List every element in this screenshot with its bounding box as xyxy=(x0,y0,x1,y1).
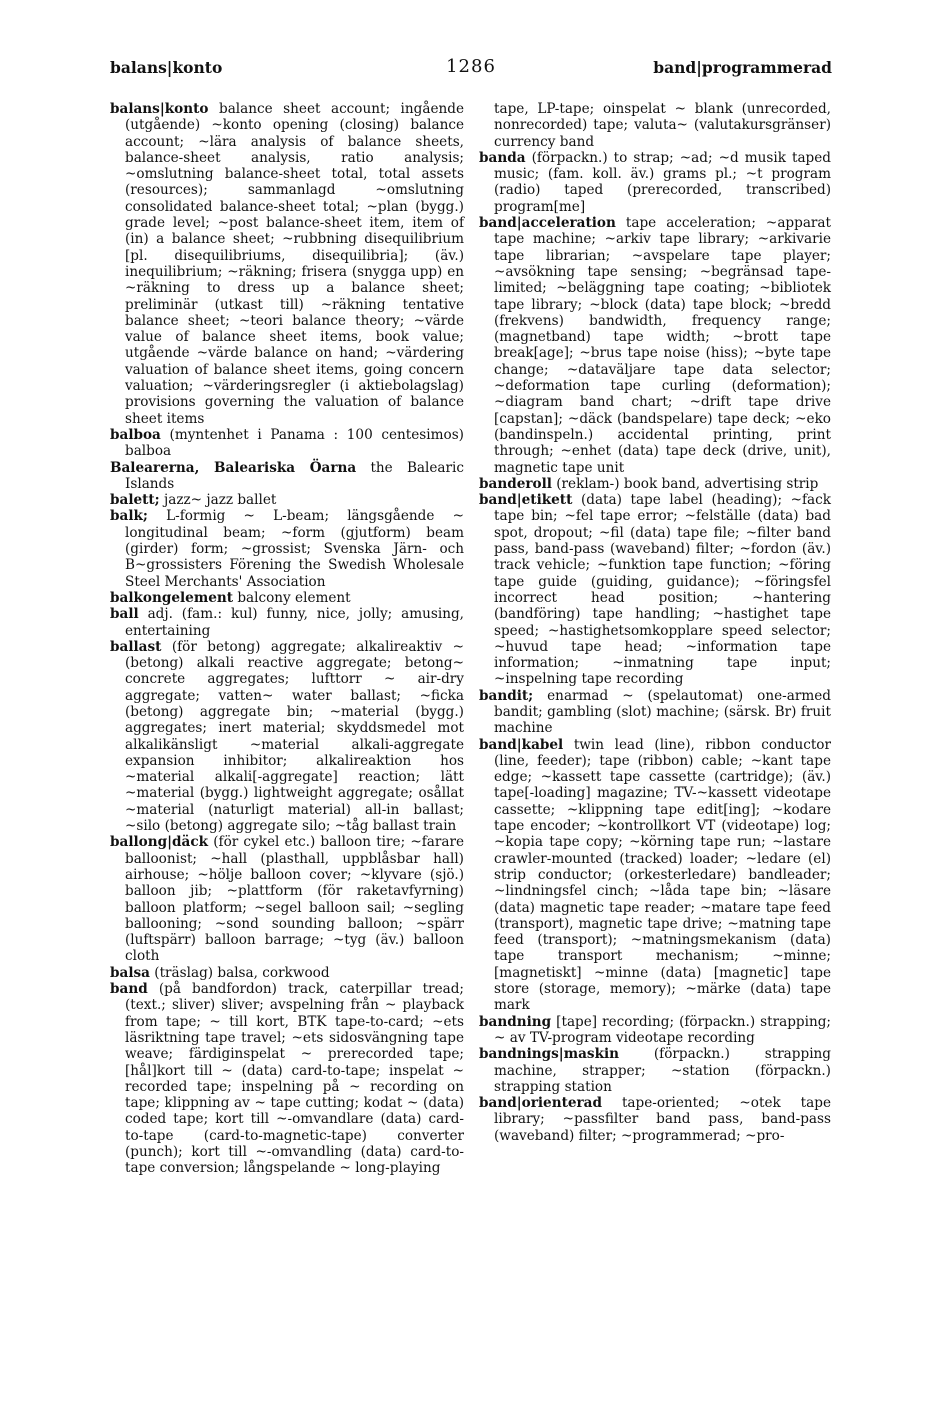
dictionary-entry xyxy=(479,492,831,688)
entry-text: (reklam-) book band, advertising strip xyxy=(556,475,819,492)
entry-text: balcony element xyxy=(237,589,351,606)
entry-text: the Balearic Islands xyxy=(125,459,464,492)
entry-headword: ballong|däck xyxy=(110,834,209,851)
entry-headword: balkongelement xyxy=(110,589,234,606)
guide-word-right: band|programmerad xyxy=(653,58,832,77)
entry-headword: balett; xyxy=(110,492,160,509)
dictionary-entry xyxy=(110,101,464,427)
dictionary-entry xyxy=(110,834,464,964)
entry-headword: banda xyxy=(479,149,526,166)
dictionary-entry xyxy=(479,1046,831,1095)
entry-text: (för betong) aggregate; alkalireaktiv ~ (betong) alkali reactive aggregate; betong~ concrete aggregates; lufttorr ~ air-dry aggregate; vatten~ water ballast; ~ficka (betong) aggregate bin; ~material (bygg.) aggregates; inert material; skyddsmedel mot alkalikänsligt ~material alkali-aggregate expansion inhibitor; alkalireaktion hos ~material alkali[-aggregate] reaction; lätt ~material (bygg.) lightweight aggregate; osållat ~material (naturligt material) all-in ballast; ~silo (betong) aggregate silo; ~tåg ballast train xyxy=(125,638,464,835)
entry-text: enarmad ~ (spelautomat) one-armed bandit; gambling (slot) machine; (särsk. Br) fruit machine xyxy=(494,687,831,737)
entry-text: balance sheet account; ingående (utgående) ~konto opening (closing) balance account; ~lära analysis of balance sheets, balance-sheet analysis, ratio analysis; ~omslutning balance-sheet total, total assets (resources); sammanlagd ~omslutning consolidated balance-sheet total; ~plan (bygg.) grade level; ~post balance-sheet item, item of (in) a balance sheet; ~rubbning disequilibrium [pl. disequilibriums, disequilibria]; (äv.) inequilibrium; ~räkning; frisera (snygga upp) en ~räkning to dress up a balance sheet; preliminär (utkast till) ~räkning tentative balance sheet; ~teori balance theory; ~värde value of balance sheet items, book value; utgående ~värde balance on hand; ~värdering valuation of balance sheet items, going concern valuation; ~värderingsregler (i aktiebolagslag) provisions governing the valuation of balance sheet items xyxy=(125,101,464,427)
entry-headword: banderoll xyxy=(479,475,552,492)
entry-text: tape acceleration; ~apparat tape machine; ~arkiv tape library; ~arkivarie tape librarian; ~avspelare tape player; ~avsökning tape sensing; ~begränsad tape-limited; ~beläggning tape coating; ~bibliotek tape library; ~block (data) tape block; ~bredd (frekvens) bandwidth, frequency range; (magnetband) tape width; ~brott tape break[age]; ~brus tape noise (hiss); ~byte tape change; ~dataväljare tape data selector; ~deformation tape curling (deformation); ~diagram band chart; ~drift tape drive [capstan]; ~däck (bandspelare) tape deck; ~eko (bandinspeln.) accidental printing, print through; ~enhet (data) tape deck (drive, unit), magnetic tape unit xyxy=(494,215,831,476)
entry-text: L-formig ~ L-beam; längsgående ~ longitudinal beam; ~form (gjutform) beam (girder) form; ~grossist; Svenska Järn- och B~grossisters Förening the Swedish Wholesale Steel Merchants' Association xyxy=(125,508,464,590)
dictionary-entry xyxy=(110,639,464,835)
dictionary-entry xyxy=(110,965,464,981)
entry-text: (för cykel etc.) balloon tire; ~farare balloonist; ~hall (plasthall, uppblåsbar hall) airhouse; ~hölje balloon cover; ~klyvare (sjö.) balloon jib; ~plattform (för raketavfyrning) balloon platform; ~segel balloon sail; ~segling ballooning; ~sond sounding balloon; ~spärr (luftspärr) balloon barrage; ~tyg (äv.) balloon cloth xyxy=(125,834,464,965)
entry-headword: ballast xyxy=(110,638,162,655)
dictionary-entry xyxy=(110,606,464,639)
entry-text: (på bandfordon) track, caterpillar tread; (text.; sliver) sliver; avspelning från ~ playback from tape; ~ till kort, BTK tape-to-card; ~ets läsriktning tape travel; ~ets sidosvängning tape weave; färdiginspelat ~ prerecorded tape; [hål]kort till ~ (data) card-to-tape; inspelat ~ recorded tape; inspelning på ~ recording on tape; klippning av ~ tape cutting; kodat ~ (data) coded tape; kort till ~-omvandlare (data) card-to-tape (card-to-magnetic-tape) converter (punch); kort till ~-omvandling (data) card-to-tape conversion; långspelande ~ long-playing xyxy=(125,981,465,1177)
entry-headword: band xyxy=(110,981,148,998)
dictionary-entry xyxy=(110,981,464,1177)
entry-text: (träslag) balsa, corkwood xyxy=(154,964,330,981)
entry-headword: band|etikett xyxy=(479,492,573,509)
page-header xyxy=(110,58,832,82)
dictionary-entry xyxy=(110,460,464,493)
entry-headword: band|kabel xyxy=(479,736,564,753)
page-number: 1286 xyxy=(446,56,496,77)
left-column xyxy=(110,101,464,1177)
entry-headword: balboa xyxy=(110,426,161,443)
entry-text: (myntenhet i Panama : 100 centesimos) balboa xyxy=(125,426,464,460)
entry-headword: band|acceleration xyxy=(479,215,616,232)
entry-text: tape, LP-tape; oinspelat ~ blank (unrecorded, nonrecorded) tape; valuta~ (valutakursgränser) currency band xyxy=(494,101,831,150)
entry-headword: bandit; xyxy=(479,687,534,704)
dictionary-entry xyxy=(110,427,464,460)
dictionary-entry xyxy=(110,590,464,606)
right-column xyxy=(479,101,831,1144)
entry-text: tape-oriented; ~otek tape library; ~passfilter band pass, band-pass (waveband) filter; ~programmerad; ~pro- xyxy=(494,1095,831,1144)
dictionary-entry xyxy=(479,101,831,150)
entry-text: (förpackn.) to strap; ~ad; ~d musik taped music; (fam. koll. äv.) grams pl.; ~t program (radio) taped (prerecorded, transcribed) program[me] xyxy=(494,149,831,215)
dictionary-entry xyxy=(479,150,831,215)
entry-text: (förpackn.) strapping machine, strapper; ~station (förpackn.) strapping station xyxy=(494,1046,831,1095)
entry-headword: balsa xyxy=(110,964,150,981)
entry-text: [tape] recording; (förpackn.) strapping; ~ av TV-program videotape recording xyxy=(494,1013,831,1046)
dictionary-entry xyxy=(479,1014,831,1047)
entry-headword: bandnings|maskin xyxy=(479,1046,620,1063)
entry-text: adj. (fam.: kul) funny, nice, jolly; amusing, entertaining xyxy=(125,606,464,639)
dictionary-entry xyxy=(110,492,464,508)
entry-text: twin lead (line), ribbon conductor (line, feeder); tape (ribbon) cable; ~kant tape edge; ~kassett tape cassette (cartridge); (äv.) tape[-loading] magazine; TV-~kassett videotape cassette; ~klippning tape edit[ing]; ~kodare tape encoder; ~kontrollkort VT (videotape) log; ~kopia tape copy; ~körning tape run; ~lastare crawler-mounted (tracked) loader; ~ledare (el) strip conductor; (orkesterledare) bandleader; ~lindningsfel cinch; ~låda tape bin; ~läsare (data) magnetic tape reader; ~matare tape feed (transport), magnetic tape drive; ~matning tape feed (transport); ~matningsmekanism (data) tape transport mechanism; ~minne; [magnetiskt] ~minne (data) [magnetic] tape store (storage, memory); ~märke (data) tape mark xyxy=(494,736,831,1014)
entry-headword: band|orienterad xyxy=(479,1095,602,1112)
entry-headword: bandning xyxy=(479,1013,552,1030)
guide-word-left: balans|konto xyxy=(110,58,223,77)
entry-text: jazz~ jazz ballet xyxy=(164,492,277,509)
entry-headword: Balearerna, Baleariska Öarna xyxy=(110,459,357,476)
dictionary-entry xyxy=(479,1095,831,1144)
entry-headword: balk; xyxy=(110,508,148,525)
entry-text: (data) tape label (heading); ~fack tape bin; ~fel tape error; ~felställe (data) bad spot, dropout; ~fil (data) tape file; ~filter band pass, band-pass (waveband) filter; ~fordon (äv.) track vehicle; ~funktion tape function; ~föring tape guide (guiding, guidance); ~föringsfel incorrect head position; ~hantering (bandföring) tape handling; ~hastighet tape speed; ~hastighetsomkopplare speed selector; ~huvud tape head; ~information tape information; ~inmatning tape input; ~inspelning tape recording xyxy=(494,492,831,688)
dictionary-entry xyxy=(479,215,831,476)
dictionary-entry xyxy=(479,688,831,737)
entry-headword: ball xyxy=(110,606,139,623)
entry-headword: balans|konto xyxy=(110,101,209,117)
dictionary-entry xyxy=(479,476,831,492)
dictionary-entry xyxy=(479,737,831,1014)
dictionary-entry xyxy=(110,508,464,589)
